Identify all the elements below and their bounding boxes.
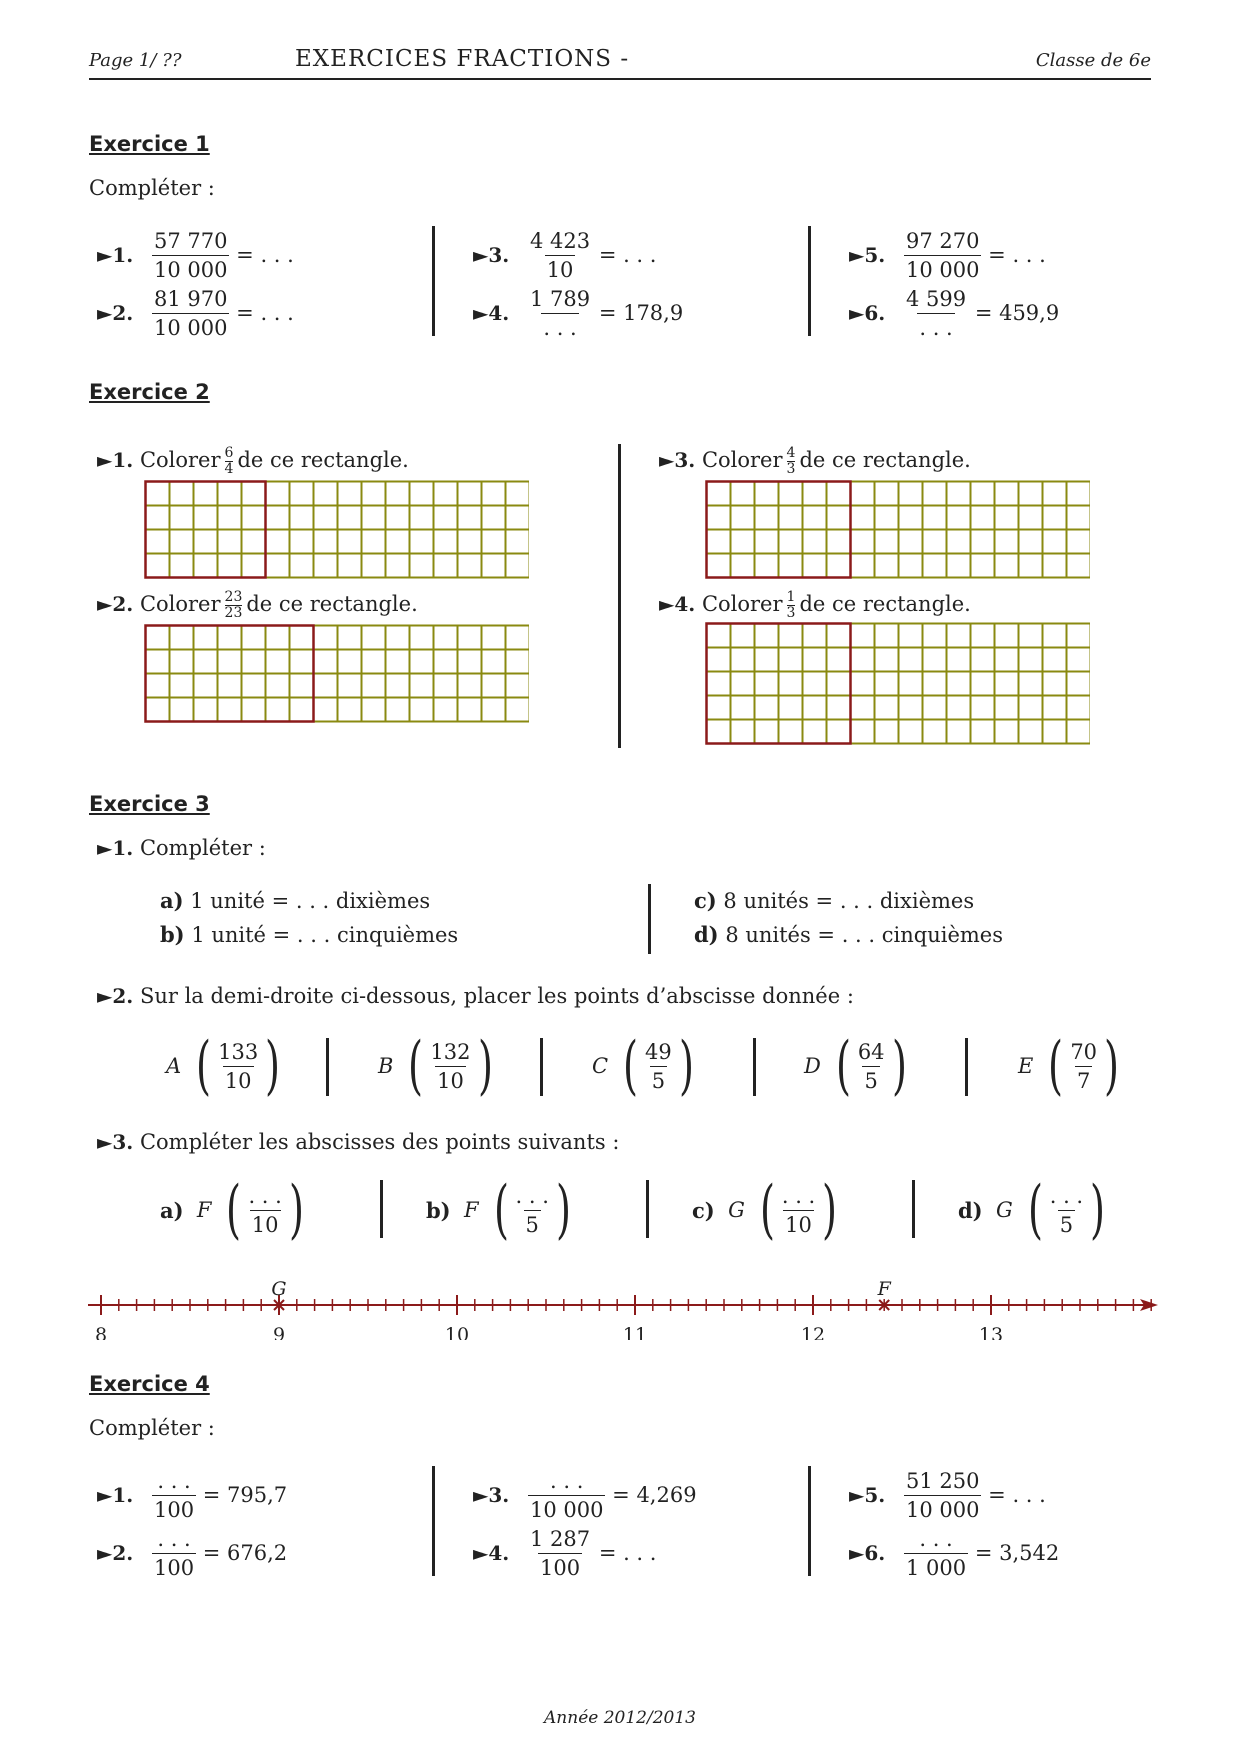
numerator: 4 423 (530, 228, 591, 253)
left-paren: ( (408, 1029, 424, 1103)
numerator: 1 789 (530, 286, 591, 311)
item-text: 8 unités = . . . dixièmes (723, 889, 975, 913)
ex1-item-6 (849, 284, 1059, 342)
column-divider (648, 884, 651, 954)
numerator: 4 (786, 445, 796, 461)
column-divider (618, 444, 621, 748)
footer-year: Année 2012/2013 (544, 1708, 696, 1728)
left-paren: ( (1027, 1173, 1043, 1247)
denominator: 3 (786, 605, 796, 621)
numerator: . . . (550, 1468, 584, 1493)
exercise-4-title: Exercice 4 (89, 1372, 210, 1396)
point-label: F (877, 1278, 891, 1300)
column-divider (753, 1038, 756, 1096)
page-number: Page 1/ ?? (89, 50, 182, 71)
q2-instruction: Sur la demi-droite ci-dessous, placer les points d’abscisse donnée : (139, 984, 854, 1008)
ex3-q1-item-b (160, 922, 458, 947)
ex3-q3-item-c (692, 1173, 842, 1250)
denominator: . . . (541, 313, 578, 342)
ex4-item-6 (849, 1524, 1059, 1582)
tick-label: 9 (272, 1324, 286, 1340)
denominator: 23 (224, 605, 243, 621)
ex4-col-2 (473, 1466, 697, 1582)
q3-instruction: Compléter les abscisses des points suivants : (139, 1130, 620, 1154)
ex1-item-1 (97, 226, 294, 284)
equation-rest: = 676,2 (202, 1541, 288, 1565)
item-marker: ►1. (97, 448, 134, 472)
point-name: G (995, 1198, 1013, 1222)
denominator: 10 (223, 1066, 254, 1095)
fraction (528, 227, 592, 284)
fraction (1048, 1182, 1085, 1239)
right-paren: ) (265, 1029, 281, 1103)
fraction (528, 285, 592, 342)
ex4-col-1 (97, 1466, 287, 1582)
numerator: 133 (218, 1039, 259, 1064)
denominator: 100 (152, 1495, 196, 1524)
right-paren: ) (555, 1173, 571, 1247)
denominator: 10 000 (152, 313, 229, 342)
fraction (643, 1038, 674, 1095)
left-paren: ( (835, 1029, 851, 1103)
column-divider (380, 1180, 383, 1238)
item-suffix: de ce rectangle. (799, 448, 971, 472)
numerator: 4 599 (906, 286, 967, 311)
item-marker: ►4. (473, 301, 510, 325)
point-name: F (463, 1198, 479, 1222)
point-label: G (271, 1278, 287, 1300)
ex4-item-2 (97, 1524, 287, 1582)
fraction (904, 1467, 981, 1524)
item-marker: ►5. (849, 243, 886, 267)
equation-rest: = 795,7 (202, 1483, 288, 1507)
right-paren: ) (891, 1029, 907, 1103)
item-prefix: Colorer (139, 592, 221, 616)
exercise-1-title: Exercice 1 (89, 132, 210, 156)
denominator: 5 (650, 1066, 667, 1095)
ex1-item-3 (473, 226, 683, 284)
item-marker: ►3. (659, 448, 696, 472)
denominator: 10 (250, 1210, 281, 1239)
left-paren: ( (196, 1029, 212, 1103)
column-divider (912, 1180, 915, 1238)
item-label: a) (160, 888, 184, 913)
item-suffix: de ce rectangle. (237, 448, 409, 472)
ex2-item-2-label (97, 590, 418, 621)
denominator: 100 (152, 1553, 196, 1582)
number-line (80, 1260, 1160, 1340)
small-fraction (225, 590, 243, 621)
item-marker: ►6. (849, 1541, 886, 1565)
denominator: 100 (538, 1553, 582, 1582)
small-fraction (787, 590, 796, 621)
left-paren: ( (1048, 1029, 1064, 1103)
column-divider (646, 1180, 649, 1238)
tick-label: 12 (800, 1324, 826, 1340)
numerator: 132 (430, 1039, 471, 1064)
item-label: c) (692, 1197, 715, 1223)
numerator: 57 770 (154, 228, 228, 253)
equation-rest: = . . . (988, 1483, 1046, 1507)
tick-label: 8 (94, 1324, 108, 1340)
item-text: 1 unité = . . . cinquièmes (191, 923, 459, 947)
ex4-item-3 (473, 1466, 697, 1524)
exercise-2-title: Exercice 2 (89, 380, 210, 404)
item-label: b) (160, 922, 185, 947)
item-marker: ►4. (473, 1541, 510, 1565)
numerator: 64 (857, 1039, 885, 1064)
ex1-col-3 (849, 226, 1059, 342)
fraction (152, 1525, 196, 1582)
item-prefix: Colorer (701, 592, 783, 616)
point-a (166, 1029, 285, 1106)
equation-rest: = 4,269 (612, 1483, 697, 1507)
fraction (856, 1038, 887, 1095)
tick-label: 11 (622, 1324, 648, 1340)
column-divider (808, 226, 811, 336)
denominator: 5 (1058, 1210, 1075, 1239)
item-marker: ►2. (97, 592, 134, 616)
fraction (528, 1525, 592, 1582)
ex1-col-2 (473, 226, 683, 342)
equation-rest: = 178,9 (598, 301, 684, 325)
column-divider (432, 1466, 435, 1576)
exercise-3-title: Exercice 3 (89, 792, 210, 816)
denominator: 10 000 (152, 255, 229, 284)
ex1-item-5 (849, 226, 1059, 284)
denominator: 7 (1075, 1066, 1092, 1095)
denominator: 5 (862, 1066, 879, 1095)
tick-label: 13 (978, 1324, 1004, 1340)
fraction (904, 1525, 968, 1582)
item-prefix: Colorer (701, 448, 783, 472)
column-divider (326, 1038, 329, 1096)
item-marker: ►5. (849, 1483, 886, 1507)
item-prefix: Colorer (139, 448, 221, 472)
numerator: . . . (781, 1183, 816, 1208)
equation-rest: = . . . (598, 1541, 657, 1565)
ex2-item-4-label (659, 590, 971, 621)
numerator: . . . (157, 1526, 191, 1551)
header-divider (89, 78, 1151, 80)
denominator: 10 (783, 1210, 814, 1239)
ex3-q1-item-a (160, 888, 430, 913)
column-divider (808, 1466, 811, 1576)
fraction (246, 1182, 283, 1239)
item-marker: ►1. (97, 836, 134, 860)
item-label: d) (694, 922, 719, 947)
item-suffix: de ce rectangle. (799, 592, 971, 616)
item-label: a) (160, 1197, 184, 1223)
tick-label: 10 (444, 1324, 470, 1340)
left-paren: ( (623, 1029, 639, 1103)
item-marker: ►1. (97, 243, 134, 267)
item-text: 1 unité = . . . dixièmes (190, 889, 431, 913)
fraction (514, 1182, 551, 1239)
numerator: . . . (248, 1183, 282, 1208)
point-name: F (196, 1198, 212, 1222)
fraction (904, 285, 968, 342)
ex3-q2-label (97, 984, 854, 1008)
denominator: 3 (786, 461, 796, 477)
column-divider (965, 1038, 968, 1096)
ex2-item-1-label (97, 446, 409, 477)
right-paren: ) (1090, 1173, 1106, 1247)
item-label: d) (958, 1197, 983, 1223)
column-divider (432, 226, 435, 336)
small-fraction (787, 446, 796, 477)
point-name: G (728, 1198, 745, 1222)
ex4-item-4 (473, 1524, 697, 1582)
ex2-grid-1 (144, 480, 529, 580)
point-name: B (378, 1054, 394, 1078)
fraction (428, 1038, 472, 1095)
denominator: 5 (524, 1210, 541, 1239)
item-label: c) (694, 888, 717, 913)
right-paren: ) (1104, 1029, 1120, 1103)
ex3-q3-label (97, 1130, 619, 1154)
ex3-q1-item-c (694, 888, 974, 913)
item-marker: ►3. (473, 243, 510, 267)
left-paren: ( (493, 1173, 509, 1247)
numerator: . . . (1049, 1183, 1084, 1208)
numerator: 6 (224, 445, 234, 461)
fraction (216, 1038, 260, 1095)
denominator: . . . (917, 313, 954, 342)
numerator: 70 (1070, 1039, 1098, 1064)
column-divider (540, 1038, 543, 1096)
fraction (152, 1467, 196, 1524)
numerator: . . . (515, 1183, 549, 1208)
ex4-col-3 (849, 1466, 1059, 1582)
point-b (378, 1029, 497, 1106)
point-name: E (1018, 1054, 1034, 1078)
denominator: 1 000 (904, 1553, 968, 1582)
fraction (152, 227, 229, 284)
denominator: 10 (435, 1066, 466, 1095)
item-marker: ►3. (473, 1483, 510, 1507)
item-marker: ►6. (849, 301, 886, 325)
right-paren: ) (822, 1173, 838, 1247)
equation-rest: = 459,9 (974, 301, 1060, 325)
exercise-4-instruction: Compléter : (89, 1416, 215, 1440)
item-marker: ►2. (97, 1541, 134, 1565)
q1-instruction: Compléter : (139, 836, 266, 860)
ex3-q3-item-b (426, 1173, 576, 1250)
numerator: 49 (645, 1039, 672, 1064)
denominator: 10 000 (528, 1495, 605, 1524)
ex3-q3-item-d (958, 1173, 1110, 1250)
equation-rest: = . . . (236, 243, 294, 267)
fraction (528, 1467, 605, 1524)
equation-rest: = 3,542 (974, 1541, 1060, 1565)
ex4-item-1 (97, 1466, 287, 1524)
right-paren: ) (477, 1029, 493, 1103)
small-fraction (225, 446, 234, 477)
numerator: . . . (157, 1468, 191, 1493)
right-paren: ) (288, 1173, 304, 1247)
numerator: 1 287 (530, 1526, 591, 1551)
item-marker: ►2. (97, 301, 134, 325)
ex1-col-1 (97, 226, 294, 342)
left-paren: ( (759, 1173, 775, 1247)
fraction (904, 227, 981, 284)
item-label: b) (426, 1197, 451, 1223)
point-name: C (592, 1054, 609, 1078)
equation-rest: = . . . (988, 243, 1046, 267)
item-marker: ►1. (97, 1483, 134, 1507)
equation-rest: = . . . (598, 243, 657, 267)
numerator: 1 (786, 589, 796, 605)
exercise-1-instruction: Compléter : (89, 176, 215, 200)
point-c (592, 1029, 699, 1106)
denominator: 10 (545, 255, 576, 284)
point-name: D (804, 1054, 821, 1078)
ex2-item-3-label (659, 446, 971, 477)
ex1-item-2 (97, 284, 294, 342)
ex2-grid-4 (705, 622, 1090, 746)
denominator: 10 000 (904, 255, 981, 284)
item-marker: ►3. (97, 1130, 134, 1154)
right-paren: ) (678, 1029, 694, 1103)
numerator: 23 (224, 589, 243, 605)
ex1-item-4 (473, 284, 683, 342)
ex2-grid-2 (144, 624, 529, 724)
fraction (780, 1182, 817, 1239)
item-suffix: de ce rectangle. (246, 592, 418, 616)
ex3-q1-label (97, 836, 266, 860)
numerator: 81 970 (154, 286, 228, 311)
fraction (1068, 1038, 1099, 1095)
item-marker: ►4. (659, 592, 696, 616)
equation-rest: = . . . (236, 301, 294, 325)
numerator: . . . (919, 1526, 953, 1551)
ex4-item-5 (849, 1466, 1059, 1524)
denominator: 4 (224, 461, 234, 477)
item-marker: ►2. (97, 984, 134, 1008)
denominator: 10 000 (904, 1495, 981, 1524)
numerator: 97 270 (906, 228, 980, 253)
class-label: Classe de 6e (1035, 50, 1151, 71)
ex3-q3-item-a (160, 1173, 309, 1250)
ex2-grid-3 (705, 480, 1090, 580)
item-text: 8 unités = . . . cinquièmes (725, 923, 1003, 947)
point-d (804, 1029, 912, 1106)
point-e (1018, 1029, 1124, 1106)
point-name: A (166, 1054, 182, 1078)
ex3-q1-item-d (694, 922, 1003, 947)
left-paren: ( (226, 1173, 242, 1247)
numerator: 51 250 (906, 1468, 980, 1493)
page-title: EXERCICES FRACTIONS - (295, 46, 630, 72)
fraction (152, 285, 229, 342)
